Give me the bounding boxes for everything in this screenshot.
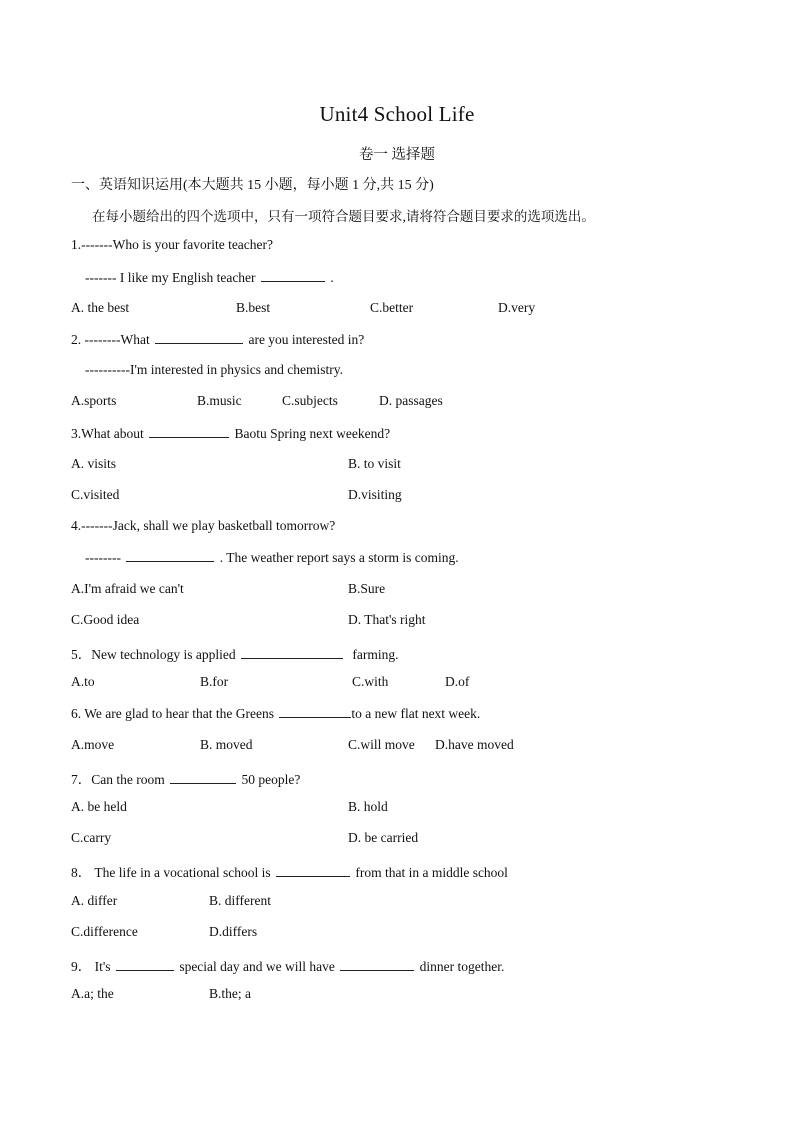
question-5-option-c[interactable]: C.with xyxy=(352,674,389,689)
question-9-text-a: 9． It's xyxy=(71,959,111,974)
page-title: Unit4 School Life xyxy=(319,102,475,126)
question-7-option-b[interactable]: B. hold xyxy=(348,799,388,814)
question-7-option-a[interactable]: A. be held xyxy=(71,799,127,814)
question-6-option-c[interactable]: C.will move xyxy=(348,737,415,752)
answer-blank[interactable] xyxy=(170,771,236,784)
question-5-prompt xyxy=(71,643,398,663)
question-2-text-b: are you interested in? xyxy=(248,332,365,347)
question-9-option-a[interactable]: A.a; the xyxy=(71,986,114,1001)
question-4-response xyxy=(85,549,459,566)
answer-blank[interactable] xyxy=(155,331,243,344)
question-8-text-a: 8． The life in a vocational school is xyxy=(71,865,271,880)
question-6-option-d[interactable]: D.have moved xyxy=(435,737,514,752)
question-5-text-a: 5．New technology is applied xyxy=(71,647,236,662)
question-7-option-d[interactable]: D. be carried xyxy=(348,830,419,845)
question-1-option-b[interactable]: B.best xyxy=(236,300,271,315)
answer-blank[interactable] xyxy=(279,705,351,718)
question-3-option-a[interactable]: A. visits xyxy=(71,456,117,471)
question-3-text-b: Baotu Spring next weekend? xyxy=(234,426,391,441)
question-4-response-end: . The weather report says a storm is coming. xyxy=(219,550,459,565)
question-2-option-d[interactable]: D. passages xyxy=(379,393,443,408)
question-2-option-c[interactable]: C.subjects xyxy=(282,393,338,408)
question-9-prompt xyxy=(71,955,504,975)
question-6-option-b[interactable]: B. moved xyxy=(200,737,253,752)
question-6-text-b: to a new flat next week. xyxy=(351,706,481,721)
question-3-option-c[interactable]: C.visited xyxy=(71,487,120,502)
question-4-option-b[interactable]: B.Sure xyxy=(348,581,386,596)
question-8-option-c[interactable]: C.difference xyxy=(71,924,138,939)
question-2-prompt xyxy=(71,331,364,348)
question-5-option-d[interactable]: D.of xyxy=(445,674,470,689)
question-8-option-a[interactable]: A. differ xyxy=(71,893,118,908)
answer-blank[interactable] xyxy=(116,958,174,971)
question-9-option-b[interactable]: B.the; a xyxy=(209,986,251,1001)
question-1-response xyxy=(85,269,334,286)
question-4-option-d[interactable]: D. That's right xyxy=(348,612,426,627)
question-1-option-d[interactable]: D.very xyxy=(498,300,536,315)
question-4-prompt: 4.-------Jack, shall we play basketball tomorrow? xyxy=(71,518,336,533)
answer-blank[interactable] xyxy=(261,269,325,282)
question-8-text-b: from that in a middle school xyxy=(355,865,508,880)
question-3-text-a: 3.What about xyxy=(71,426,144,441)
question-9-text-c: dinner together. xyxy=(419,959,505,974)
question-5-option-a[interactable]: A.to xyxy=(71,674,95,689)
question-7-text-a: 7．Can the room xyxy=(71,772,165,787)
question-3-option-b[interactable]: B. to visit xyxy=(348,456,401,471)
question-1-response-end: . xyxy=(330,270,334,285)
question-6-option-a[interactable]: A.move xyxy=(71,737,115,752)
question-4-option-c[interactable]: C.Good idea xyxy=(71,612,140,627)
question-1-option-c[interactable]: C.better xyxy=(370,300,414,315)
question-7-option-c[interactable]: C.carry xyxy=(71,830,112,845)
answer-blank[interactable] xyxy=(149,425,229,438)
question-1-response-text: ------- I like my English teacher xyxy=(85,270,256,285)
question-3-prompt xyxy=(71,425,390,442)
question-4-response-text: -------- xyxy=(85,550,121,565)
question-1-prompt: 1.-------Who is your favorite teacher? xyxy=(71,237,274,252)
section-heading: 一、英语知识运用(本大题共 15 小题，每小题 1 分,共 15 分) xyxy=(71,178,434,193)
question-8-option-d[interactable]: D.differs xyxy=(209,924,258,939)
question-2-text-a: 2. --------What xyxy=(71,332,150,347)
answer-blank[interactable] xyxy=(276,864,350,877)
question-7-prompt xyxy=(71,768,300,788)
question-3-option-d[interactable]: D.visiting xyxy=(348,487,402,502)
question-1-option-a[interactable]: A. the best xyxy=(71,300,130,315)
question-6-prompt xyxy=(71,705,480,722)
section-instruction: 在每小题给出的四个选项中，只有一项符合题目要求,请将符合题目要求的选项选出。 xyxy=(92,209,595,224)
answer-blank[interactable] xyxy=(126,549,214,562)
question-8-prompt xyxy=(71,861,508,881)
page-subtitle: 卷一 选择题 xyxy=(358,147,436,163)
question-2-response: ----------I'm interested in physics and chemistry. xyxy=(85,362,343,377)
question-5-option-b[interactable]: B.for xyxy=(200,674,229,689)
question-7-text-b: 50 people? xyxy=(241,772,301,787)
answer-blank[interactable] xyxy=(340,958,414,971)
question-4-option-a[interactable]: A.I'm afraid we can't xyxy=(71,581,184,596)
answer-blank[interactable] xyxy=(241,646,343,659)
question-8-option-b[interactable]: B. different xyxy=(209,893,271,908)
question-9-text-b: special day and we will have xyxy=(179,959,335,974)
question-6-text-a: 6. We are glad to hear that the Greens xyxy=(71,706,274,721)
question-2-option-a[interactable]: A.sports xyxy=(71,393,117,408)
question-5-text-b: farming. xyxy=(352,647,399,662)
question-2-option-b[interactable]: B.music xyxy=(197,393,242,408)
